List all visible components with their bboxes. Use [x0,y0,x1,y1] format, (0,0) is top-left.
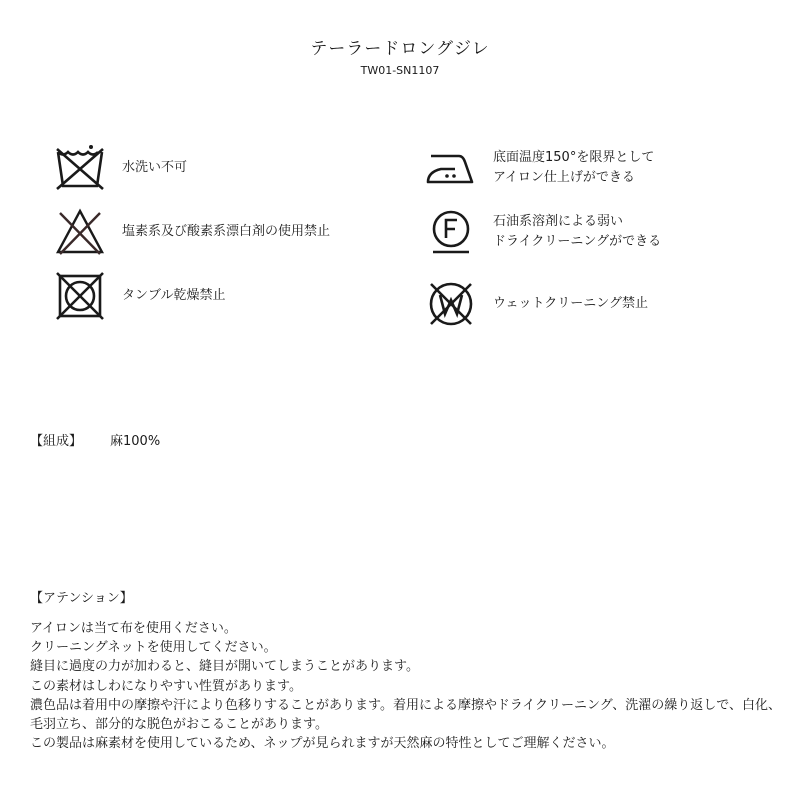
tumble-dry-prohibited-icon [54,270,106,322]
composition-value: 麻100% [110,434,161,449]
care-line: 塩素系及び酸素系漂白剤の使用禁止 [122,224,331,239]
attention-heading: 【アテンション】 [30,591,133,606]
attention-note: 濃色品は着用中の摩擦や汗により色移りすることがあります。着用による摩擦やドライクリーニング、洗濯の繰り返しで、白化、毛羽立ち、部分的な脱色がおこることがあります。 [30,697,782,733]
care-item-wetclean [425,278,648,330]
care-line: 水洗い不可 [122,160,188,175]
care-item-bleach [54,206,330,258]
care-item-tumble [54,270,225,322]
dry-clean-f-icon [425,206,477,258]
bleach-prohibited-icon [54,206,106,258]
care-text-dryclean [493,212,661,252]
composition [30,430,160,449]
attention-note: この素材はしわになりやすい性質があります。 [30,678,302,694]
care-text-wash [122,158,187,178]
product-code: TW01-SN1107 [360,64,440,77]
care-line: タンブル乾燥禁止 [122,288,226,303]
attention-note: この製品は麻素材を使用しているため、ネップが見られますが天然麻の特性としてご理解ください。 [30,736,615,752]
attention-note: 縫目に過度の力が加わると、縫目が開いてしまうことがあります。 [30,659,419,675]
care-line: ドライクリーニングができる [493,234,662,249]
attention-notes [30,619,790,753]
composition-label: 【組成】 [30,434,83,449]
care-item-wash [54,142,187,194]
care-line: 底面温度150°を限界として [493,150,655,165]
wet-clean-prohibited-icon [425,278,477,330]
care-line: 石油系溶剤による弱い [493,214,624,229]
hand-wash-prohibited-icon [54,142,106,194]
care-line: アイロン仕上げができる [493,170,635,185]
care-item-dryclean [425,206,661,258]
attention-note: クリーニングネットを使用してください。 [30,640,277,656]
product-title: テーラードロングジレ [310,39,490,59]
care-text-bleach [122,222,330,242]
care-text-wetclean [493,294,648,314]
care-line: ウェットクリーニング禁止 [493,296,648,311]
care-text-iron [493,148,654,188]
care-item-iron [425,142,654,194]
attention-note: アイロンは当て布を使用ください。 [30,621,237,636]
iron-150-icon [425,142,477,194]
care-text-tumble [122,286,225,306]
